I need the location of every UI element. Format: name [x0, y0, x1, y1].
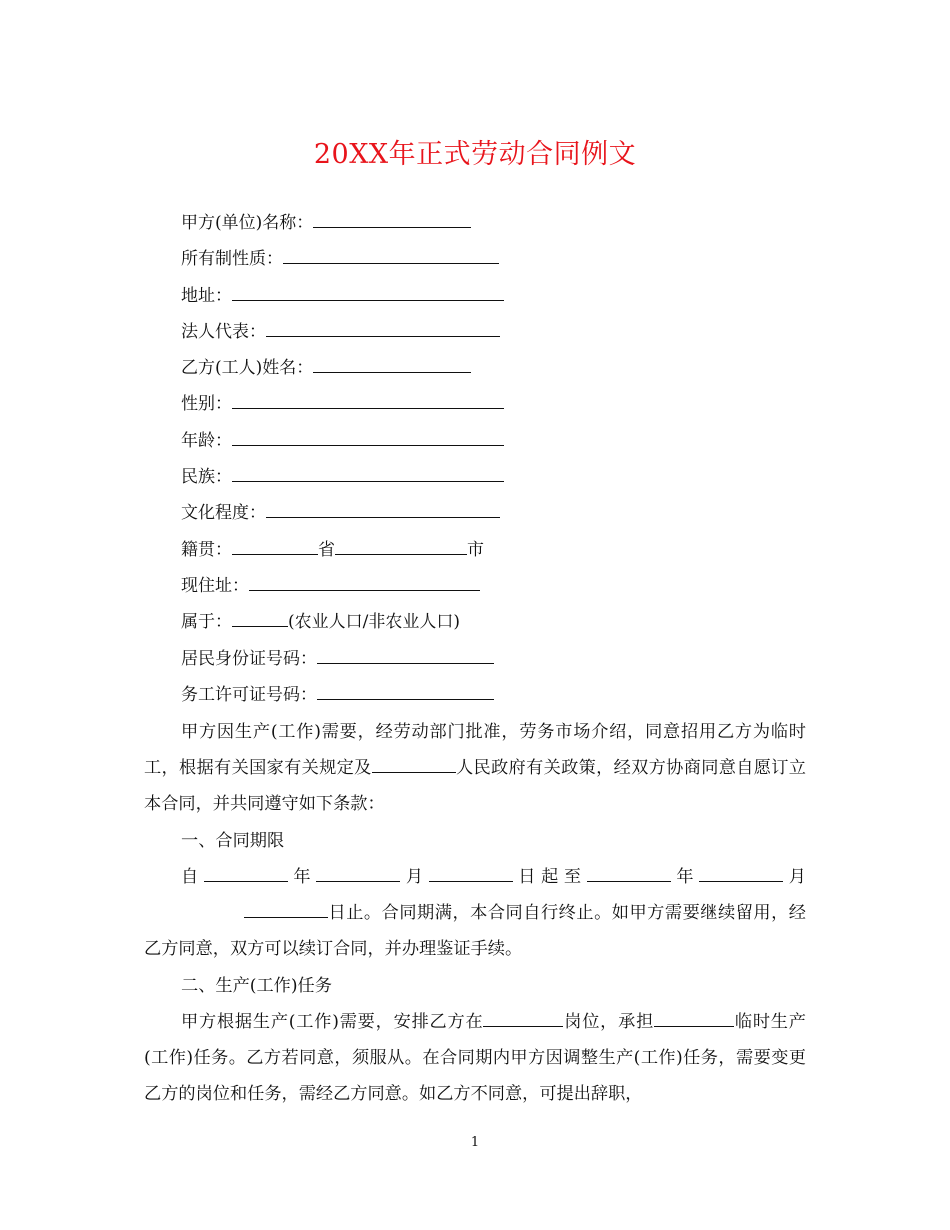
term-paragraph [144, 859, 806, 968]
blank-line [266, 500, 500, 518]
document-title: 20XX年正式劳动合同例文 [313, 139, 637, 170]
intro-text-1: 甲方因生产(工作)需要，经劳动部门批准，劳务市场介绍，同意招用乙方为临时工，根据有关国家有关规定及 [144, 722, 806, 779]
blank-line [317, 646, 494, 664]
field-current-address [181, 573, 504, 609]
field-ethnicity [181, 464, 504, 500]
field-label: 年龄： [181, 430, 232, 451]
blank-line [249, 573, 480, 591]
field-label: 务工许可证号码： [181, 684, 317, 705]
province-label: 省 [318, 539, 335, 560]
blank-line [483, 1009, 563, 1027]
field-native-place [181, 537, 504, 573]
field-label: 籍贯： [181, 539, 232, 560]
blank-line [313, 210, 471, 228]
field-label: 性别： [181, 394, 232, 415]
blank-line [283, 246, 499, 264]
section-heading-term: 一、合同期限 [181, 830, 285, 851]
field-label: 居民身份证号码： [181, 648, 317, 669]
field-label: 所有制性质： [181, 249, 283, 270]
section-heading-task: 二、生产(工作)任务 [181, 975, 332, 996]
task-text: 甲方根据生产(工作)需要，安排乙方在 [181, 1011, 484, 1032]
blank-line [244, 900, 328, 918]
term-text: 自 [181, 867, 204, 887]
term-text: 日起至 [512, 867, 587, 887]
field-list [181, 210, 504, 718]
blank-line [316, 864, 400, 882]
field-education [181, 500, 504, 536]
page-number: 1 [470, 1135, 480, 1150]
field-address [181, 283, 504, 319]
blank-line [232, 609, 288, 627]
blank-line [232, 428, 504, 446]
task-text: 临时生产(工作)任务。乙方若同意，须服从。在合同期内甲方因调整生产(工作)任务，需要变更乙方的岗位和任务，需经乙方同意。如乙方不同意，可提出辞职， [144, 1011, 806, 1105]
blank-line [313, 355, 471, 373]
field-label: 地址： [181, 285, 232, 306]
field-household-type [181, 609, 504, 645]
field-age [181, 428, 504, 464]
term-text: 年 [287, 867, 317, 887]
blank-line [232, 391, 504, 409]
blank-line [317, 682, 494, 700]
field-employer-name [181, 210, 504, 246]
field-label: 现住址： [181, 575, 249, 596]
blank-line [335, 537, 467, 555]
field-gender [181, 391, 504, 427]
field-suffix: (农业人口/非农业人口) [288, 612, 460, 633]
task-paragraph [144, 1004, 806, 1113]
field-worker-name [181, 355, 504, 391]
intro-text-2: 人民政府有关政策，经双方协商同意自愿订立本合同，并共同遵守如下条款： [144, 758, 806, 815]
blank-line [429, 864, 513, 882]
term-text: 日止。合同期满，本合同自行终止。如甲方需要继续留用，经乙方同意，双方可以续订合同，并办理鉴证手续。 [144, 903, 806, 960]
city-label: 市 [467, 539, 484, 560]
field-label: 乙方(工人)姓名： [181, 358, 314, 379]
blank-line [587, 864, 671, 882]
blank-line [699, 864, 783, 882]
intro-paragraph-block [144, 714, 806, 859]
field-label: 属于： [181, 612, 232, 633]
blank-line [372, 755, 456, 773]
term-text: 月 [783, 867, 806, 887]
blank-line [232, 283, 504, 301]
section-term-block [144, 859, 806, 1112]
term-text: 月 [400, 867, 429, 887]
field-label: 法人代表： [181, 321, 266, 342]
field-work-permit-number [181, 682, 504, 718]
field-id-number [181, 646, 504, 682]
intro-paragraph [144, 714, 806, 823]
field-ownership-type [181, 246, 504, 282]
field-label: 甲方(单位)名称： [181, 213, 314, 233]
blank-line [232, 464, 504, 482]
term-text: 年 [670, 867, 700, 887]
field-label: 民族： [181, 467, 232, 488]
field-label: 文化程度： [181, 503, 266, 524]
field-legal-representative [181, 319, 504, 355]
task-text: 岗位，承担 [563, 1011, 655, 1032]
blank-line [232, 537, 318, 555]
blank-line [654, 1009, 734, 1027]
blank-line [266, 319, 500, 337]
blank-line [204, 864, 288, 882]
